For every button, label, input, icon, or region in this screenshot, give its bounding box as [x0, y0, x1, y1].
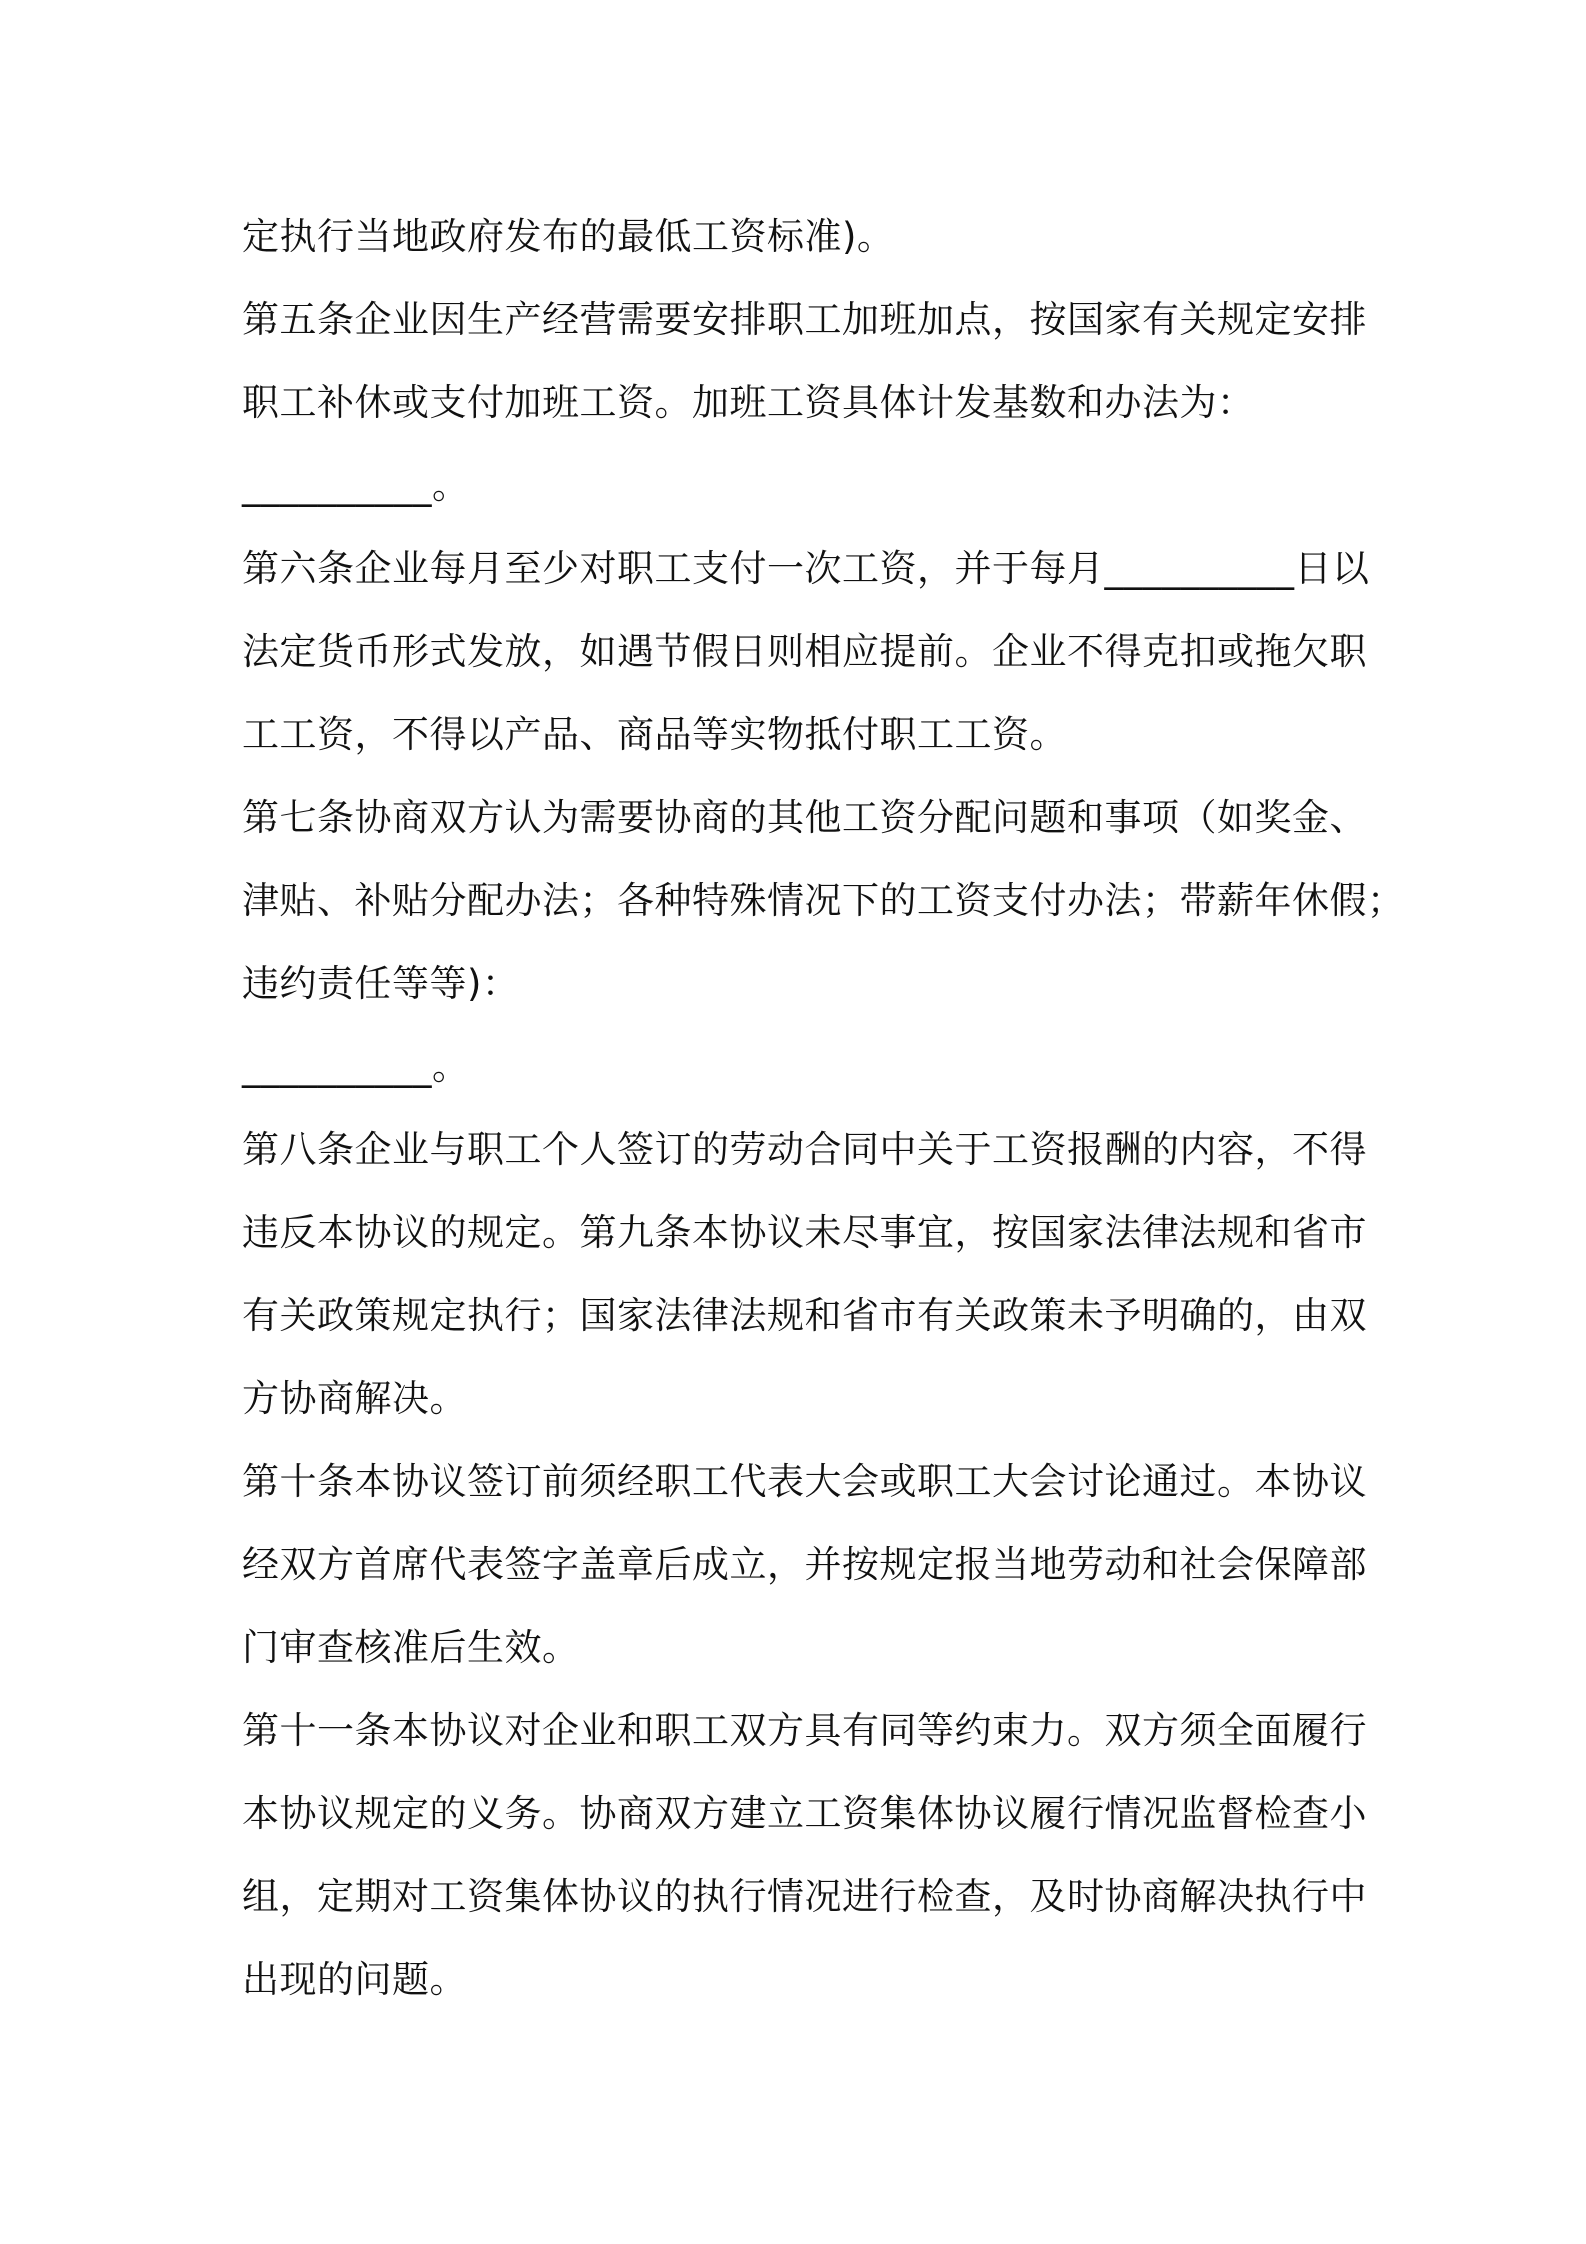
text-line: 第八条企业与职工个人签订的劳动合同中关于工资报酬的内容，不得 — [242, 1128, 1367, 1171]
blank-fill-line: __________。 — [242, 1045, 470, 1088]
text-line: 违反本协议的规定。第九条本协议未尽事宜，按国家法律法规和省市 — [242, 1211, 1367, 1254]
text-line: 门审查核准后生效。 — [242, 1626, 580, 1669]
document-body — [242, 195, 1405, 2021]
text-line: 本协议规定的义务。协商双方建立工资集体协议履行情况监督检查小 — [242, 1792, 1367, 1835]
blank-fill-line: __________。 — [242, 464, 470, 507]
text-line: 有关政策规定执行；国家法律法规和省市有关政策未予明确的，由双 — [242, 1294, 1367, 1337]
text-line: 第十条本协议签订前须经职工代表大会或职工大会讨论通过。本协议 — [242, 1460, 1367, 1503]
text-line: 定执行当地政府发布的最低工资标准)。 — [242, 215, 895, 258]
text-line: 第七条协商双方认为需要协商的其他工资分配问题和事项（如奖金、 — [242, 796, 1367, 839]
text-line: 职工补休或支付加班工资。加班工资具体计发基数和办法为： — [242, 381, 1255, 424]
text-line: 法定货币形式发放，如遇节假日则相应提前。企业不得克扣或拖欠职 — [242, 630, 1367, 673]
text-line: 方协商解决。 — [242, 1377, 467, 1420]
text-line: 组，定期对工资集体协议的执行情况进行检查，及时协商解决执行中 — [242, 1875, 1367, 1918]
text-line: 经双方首席代表签字盖章后成立，并按规定报当地劳动和社会保障部 — [242, 1543, 1367, 1586]
text-line: 违约责任等等)： — [242, 962, 520, 1005]
text-line: 出现的问题。 — [242, 1958, 467, 2001]
text-line: 第十一条本协议对企业和职工双方具有同等约束力。双方须全面履行 — [242, 1709, 1367, 1752]
text-line: 第五条企业因生产经营需要安排职工加班加点，按国家有关规定安排 — [242, 298, 1367, 341]
text-line: 津贴、补贴分配办法；各种特殊情况下的工资支付办法；带薪年休假； — [242, 879, 1405, 922]
text-line: 工工资，不得以产品、商品等实物抵付职工工资。 — [242, 713, 1067, 756]
text-line: 第六条企业每月至少对职工支付一次工资，并于每月__________日以 — [242, 547, 1370, 590]
